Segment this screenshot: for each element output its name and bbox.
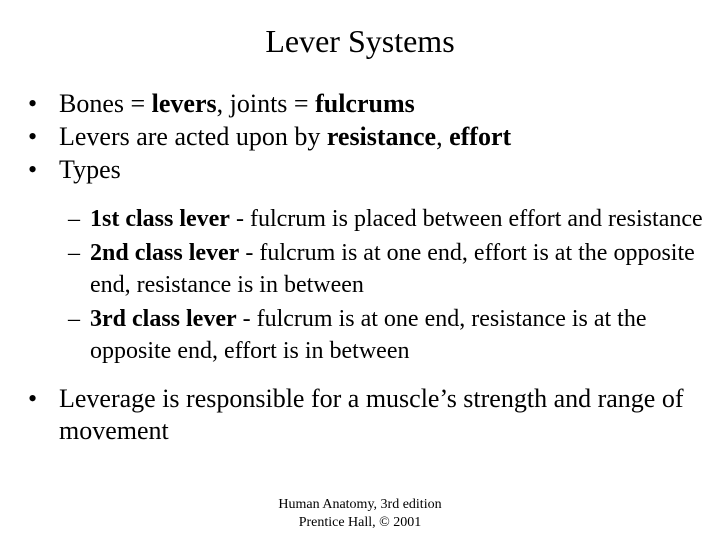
bullet-text: Bones =	[59, 89, 152, 118]
sub-bullet-list	[68, 203, 708, 367]
sub-bullet-bold-term: 1st class lever	[90, 206, 230, 232]
bullet-text: Levers are acted upon by	[59, 122, 327, 151]
bullet-text: ,	[436, 122, 450, 151]
sub-bullet-text: - fulcrum is at one end, effort is at the opposite end, resistance is in between	[90, 240, 695, 298]
bullet-bones-joints	[28, 88, 708, 119]
dash-icon: –	[68, 306, 80, 332]
bullet-types	[28, 154, 708, 185]
sub-bullet-first-class	[68, 203, 708, 235]
slide-title: Lever Systems	[265, 23, 455, 59]
bullet-levers-acted	[28, 121, 708, 152]
slide-footer	[0, 496, 720, 532]
dash-icon: –	[68, 206, 80, 232]
footer-line-publisher: Prentice Hall, © 2001	[298, 515, 422, 530]
bullet-leverage	[28, 383, 708, 447]
bullet-list	[28, 88, 708, 449]
bullet-bold-term: resistance	[326, 122, 437, 151]
sub-bullet-second-class	[68, 237, 708, 301]
sub-bullet-third-class	[68, 303, 708, 367]
bullet-icon: •	[28, 89, 38, 118]
bullet-bold-term: fulcrums	[315, 89, 415, 118]
bullet-bold-term: effort	[449, 122, 512, 151]
bullet-icon: •	[28, 155, 38, 184]
bullet-text: Leverage is responsible for a muscle’s strength and range of movement	[59, 384, 684, 445]
sub-bullet-bold-term: 3rd class lever	[90, 306, 237, 332]
footer-line-edition: Human Anatomy, 3rd edition	[278, 497, 442, 512]
bullet-icon: •	[28, 384, 38, 413]
sub-bullet-bold-term: 2nd class lever	[90, 240, 240, 266]
bullet-text: Types	[59, 155, 121, 184]
bullet-bold-term: levers	[151, 89, 217, 118]
bullet-text: , joints =	[216, 89, 316, 118]
sub-bullet-text: - fulcrum is at one end, resistance is at the opposite end, effort is in between	[90, 306, 647, 364]
bullet-icon: •	[28, 122, 38, 151]
sub-bullet-text: - fulcrum is placed between effort and resistance	[229, 206, 703, 232]
dash-icon: –	[68, 240, 80, 266]
